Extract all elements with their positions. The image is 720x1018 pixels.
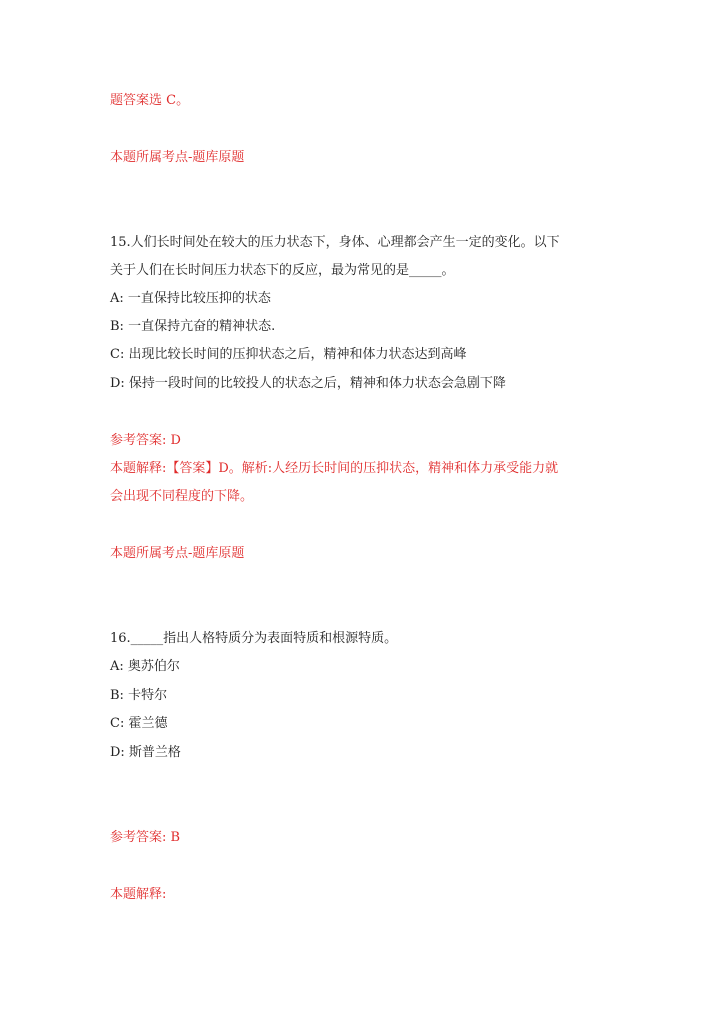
q15-stem-line2: 关于人们在长时间压力状态下的反应，最为常见的是_____。: [110, 263, 455, 278]
q16-option-d: D: 斯普兰格: [110, 745, 181, 760]
q16-explain: 本题解释:: [110, 887, 167, 902]
q16-option-a: A: 奥苏伯尔: [110, 659, 180, 674]
q15-option-c: C: 出现比较长时间的压抑状态之后，精神和体力状态达到高峰: [110, 347, 467, 362]
q16-stem: 16._____指出人格特质分为表面特质和根源特质。: [110, 631, 398, 646]
q16-option-c: C: 霍兰德: [110, 716, 168, 731]
answer-tail-line: 题答案选 C。: [110, 93, 190, 108]
q15-explain-line2: 会出现不同程度的下降。: [110, 489, 254, 504]
q15-option-a: A: 一直保持比较压抑的状态: [110, 291, 271, 306]
q16-option-b: B: 卡特尔: [110, 688, 168, 703]
q15-option-d: D: 保持一段时间的比较投人的状态之后，精神和体力状态会急剧下降: [110, 376, 506, 391]
source-line: 本题所属考点-题库原题: [110, 150, 245, 165]
q15-source: 本题所属考点-题库原题: [110, 546, 245, 561]
q15-stem-line1: 15.人们长时间处在较大的压力状态下，身体、心理都会产生一定的变化。以下: [110, 235, 560, 250]
q15-answer: 参考答案: D: [110, 433, 181, 448]
q15-explain-line1: 本题解释:【答案】D。解析:人经历长时间的压抑状态，精神和体力承受能力就: [110, 461, 559, 476]
q15-option-b: B: 一直保持亢奋的精神状态.: [110, 319, 276, 334]
q16-answer: 参考答案: B: [110, 830, 181, 845]
